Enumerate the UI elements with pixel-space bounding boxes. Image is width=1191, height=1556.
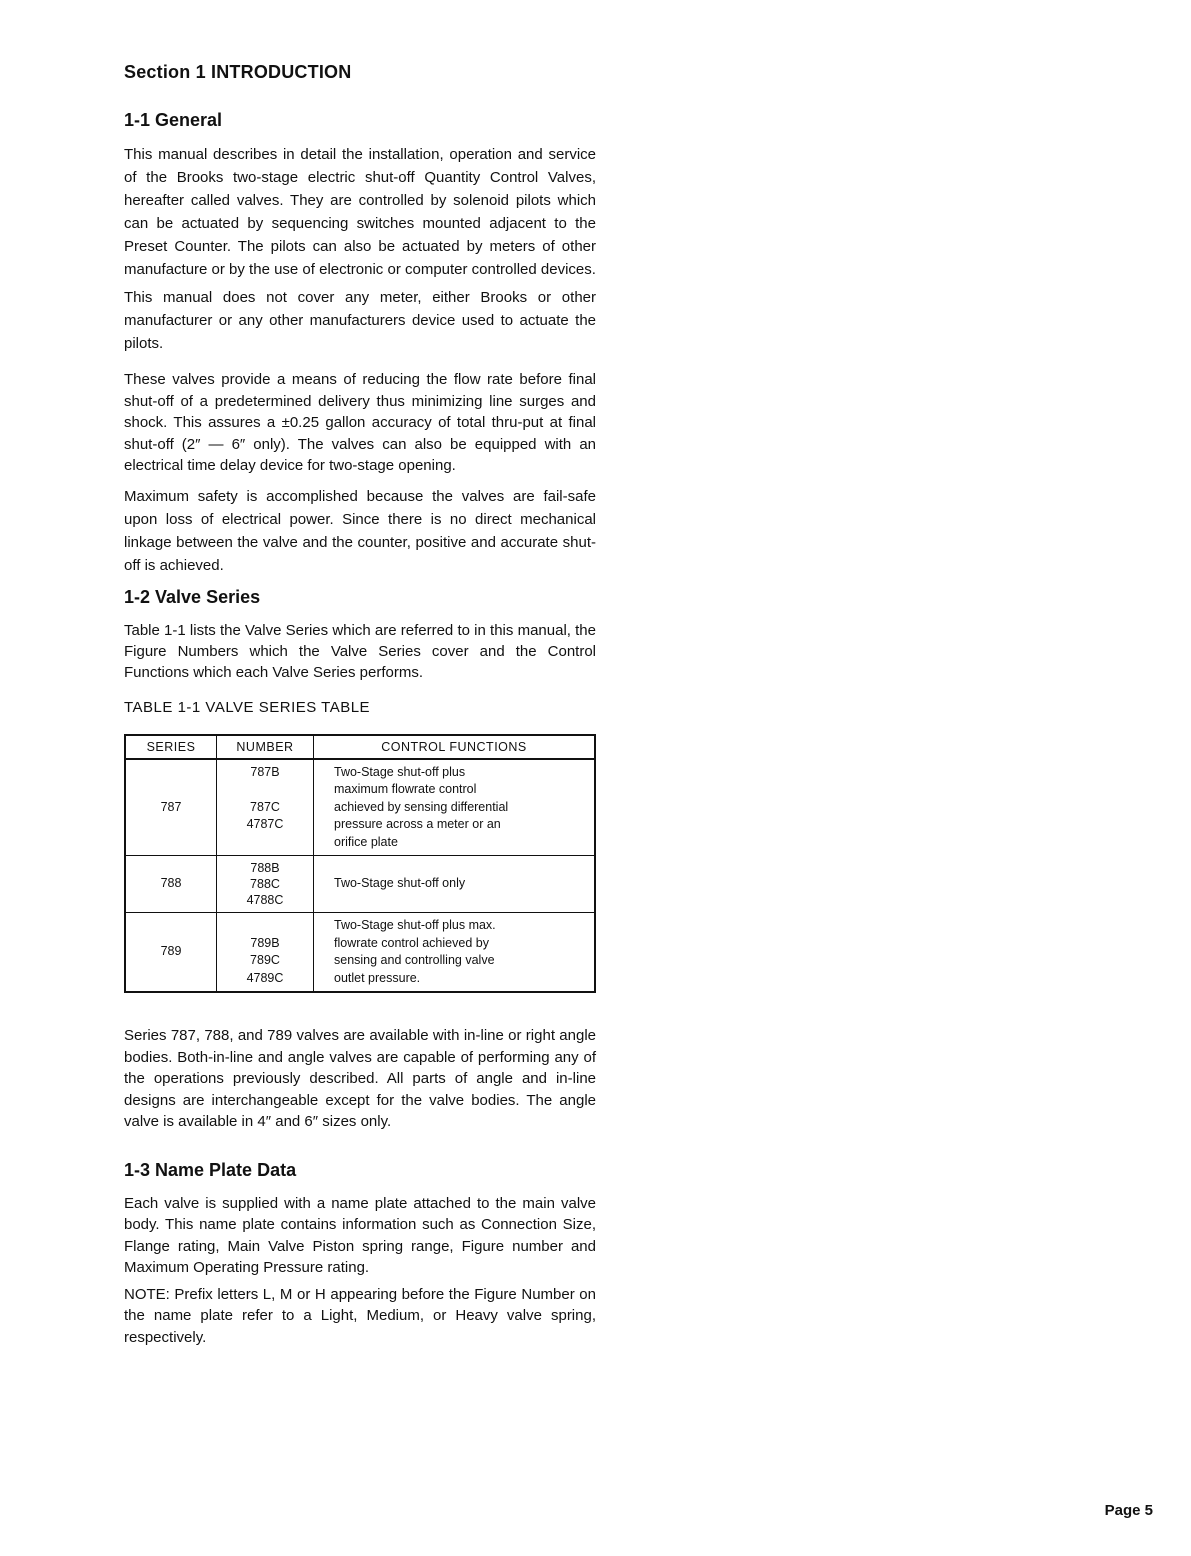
number-cell — [217, 856, 314, 913]
function-line: achieved by sensing differential — [334, 799, 509, 814]
general-paragraph-2: This manual does not cover any meter, either Brooks or other manufacturer or any other manufacturers device used to actuate the pilots. — [124, 289, 596, 352]
function-line: pressure across a meter or an — [334, 817, 501, 831]
function-cell — [314, 913, 596, 993]
function-line: flowrate control achieved by — [334, 935, 489, 950]
number-value: 788B — [250, 861, 280, 875]
name-plate-paragraph-1: Each valve is supplied with a name plate attached to the main valve body. This name plate contains information such as Connection Size, Flange rating, Main Valve Piston spring range, Figure number and Maximum Operating Pressure rating. — [124, 1194, 596, 1276]
heading-name-plate-data: 1-3 Name Plate Data — [124, 1159, 297, 1180]
number-cell — [217, 913, 314, 993]
function-cell — [314, 856, 596, 913]
number-value: 4788C — [246, 893, 284, 907]
main-column — [124, 62, 596, 1353]
general-paragraph-3: These valves provide a means of reducing the flow rate before final shut-off of a predetermined delivery thus minimizing line surges and shock. This assures a ±0.25 gallon accuracy of total thru-put at final shut-off (2″ — 6″ only). The valves can also be equipped with an electrical time delay device for two-stage opening. — [124, 371, 596, 474]
number-value: 788C — [250, 877, 280, 891]
number-value: 787C — [250, 799, 280, 814]
table-header-row — [125, 735, 595, 759]
table-caption: TABLE 1-1 VALVE SERIES TABLE — [124, 698, 371, 716]
function-line: sensing and controlling valve — [334, 953, 495, 967]
function-line: Two-Stage shut-off plus max. — [334, 918, 496, 932]
number-cell — [217, 759, 314, 856]
header-control-functions: CONTROL FUNCTIONS — [314, 735, 596, 759]
heading-general: 1-1 General — [124, 110, 223, 130]
function-line: maximum flowrate control — [334, 782, 477, 796]
general-paragraph-1: This manual describes in detail the installation, operation and service of the Brooks two-stage electric shut-off Quantity Control Valves, hereafter called valves. They are controlled by solenoid pilots which can be actuated by sequencing switches mounted adjacent to the Preset Counter. The pilots can also be actuated by meters of other manufacture or by the use of electronic or computer controlled devices. — [124, 146, 596, 278]
number-value: 789B — [250, 935, 280, 950]
valve-series-table — [124, 734, 596, 994]
series-cell: 789 — [125, 913, 217, 993]
function-cell — [314, 759, 596, 856]
table-row — [125, 759, 595, 856]
number-value: 789C — [250, 953, 280, 967]
valve-series-paragraph-1: Table 1-1 lists the Valve Series which are referred to in this manual, the Figure Numbers which the Valve Series cover and the Control Functions which each Valve Series performs. — [124, 621, 596, 681]
function-line: Two-Stage shut-off plus — [334, 764, 466, 779]
number-value: 787B — [250, 764, 280, 779]
table-row — [125, 913, 595, 993]
name-plate-note: NOTE: Prefix letters L, M or H appearing before the Figure Number on the name plate refer to a Light, Medium, or Heavy valve spring, respectively. — [124, 1285, 596, 1346]
number-value: 4789C — [246, 970, 284, 985]
function-line: orifice plate — [334, 834, 398, 849]
valve-series-paragraph-2: Series 787, 788, and 789 valves are available with in-line or right angle bodies. Both-in-line and angle valves are capable of performing any of the operations previously described. All parts of angle and in-line designs are interchangeable except for the valve bodies. The angle valve is available in 4″ and 6″ sizes only. — [124, 1027, 596, 1130]
series-cell: 787 — [125, 759, 217, 856]
header-series: SERIES — [125, 735, 217, 759]
function-line: outlet pressure. — [334, 970, 421, 985]
number-value: 4787C — [246, 817, 284, 831]
function-line: Two-Stage shut-off only — [334, 876, 466, 891]
section-title: Section 1 INTRODUCTION — [124, 62, 352, 82]
general-paragraph-4: Maximum safety is accomplished because the valves are fail-safe upon loss of electrical power. Since there is no direct mechanical linkage between the valve and the counter, positive and accurate shut-off is achieved. — [124, 487, 596, 574]
series-cell: 788 — [125, 856, 217, 913]
table-row — [125, 856, 595, 913]
page-number: Page 5 — [1104, 1502, 1153, 1519]
header-number: NUMBER — [217, 735, 314, 759]
heading-valve-series: 1-2 Valve Series — [124, 586, 261, 607]
